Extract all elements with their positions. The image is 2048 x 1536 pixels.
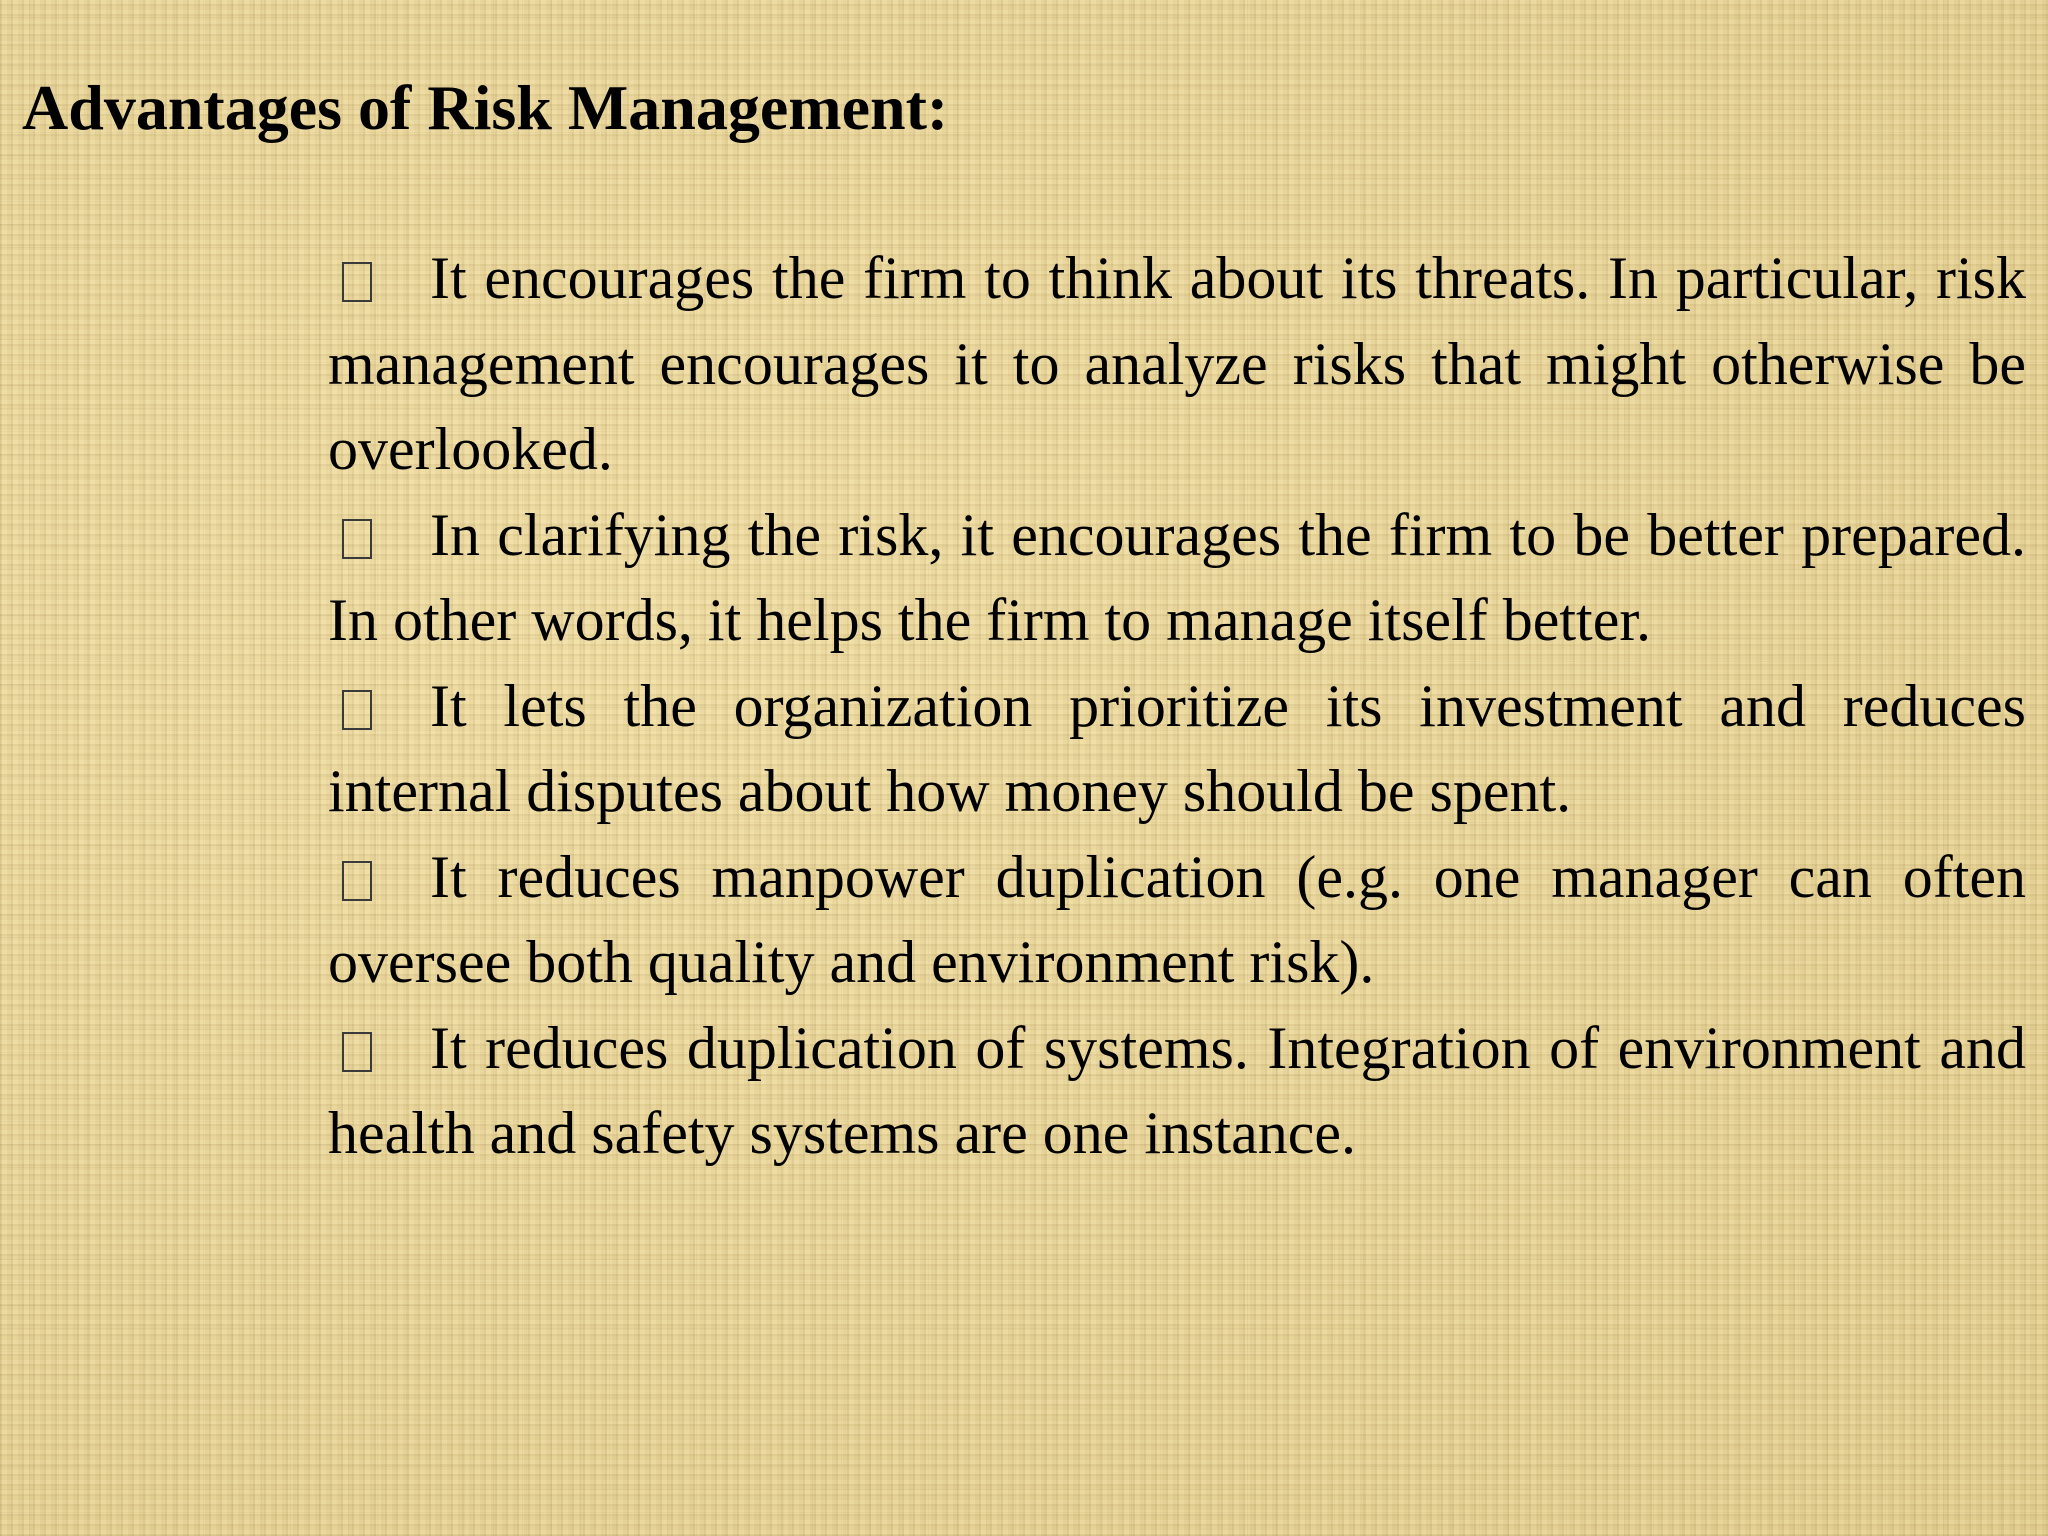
bullet-text: It reduces duplication of systems. Integration of environment and health and safety systems are one instance.	[328, 1014, 2026, 1166]
bullet-text: It reduces manpower duplication (e.g. one manager can often oversee both quality and environment risk).	[328, 843, 2026, 995]
bullet-text: It encourages the firm to think about its threats. In particular, risk management encourages it to analyze risks that might otherwise be overlooked.	[328, 245, 2026, 482]
slide-title: Advantages of Risk Management:	[22, 72, 949, 143]
bullet-box-icon	[342, 1032, 372, 1072]
bullet-item	[328, 236, 2026, 493]
bullet-item	[328, 664, 2026, 835]
bullet-list	[328, 236, 2026, 1177]
bullet-item	[328, 493, 2026, 664]
bullet-item	[328, 835, 2026, 1006]
bullet-box-icon	[342, 262, 372, 302]
bullet-box-icon	[342, 519, 372, 559]
bullet-item	[328, 1006, 2026, 1177]
bullet-text: In clarifying the risk, it encourages the firm to be better prepared. In other words, it helps the firm to manage itself better.	[328, 501, 2026, 653]
bullet-box-icon	[342, 861, 372, 901]
bullet-text: It lets the organization prioritize its investment and reduces internal disputes about how money should be spent.	[328, 672, 2026, 824]
bullet-box-icon	[342, 690, 372, 730]
